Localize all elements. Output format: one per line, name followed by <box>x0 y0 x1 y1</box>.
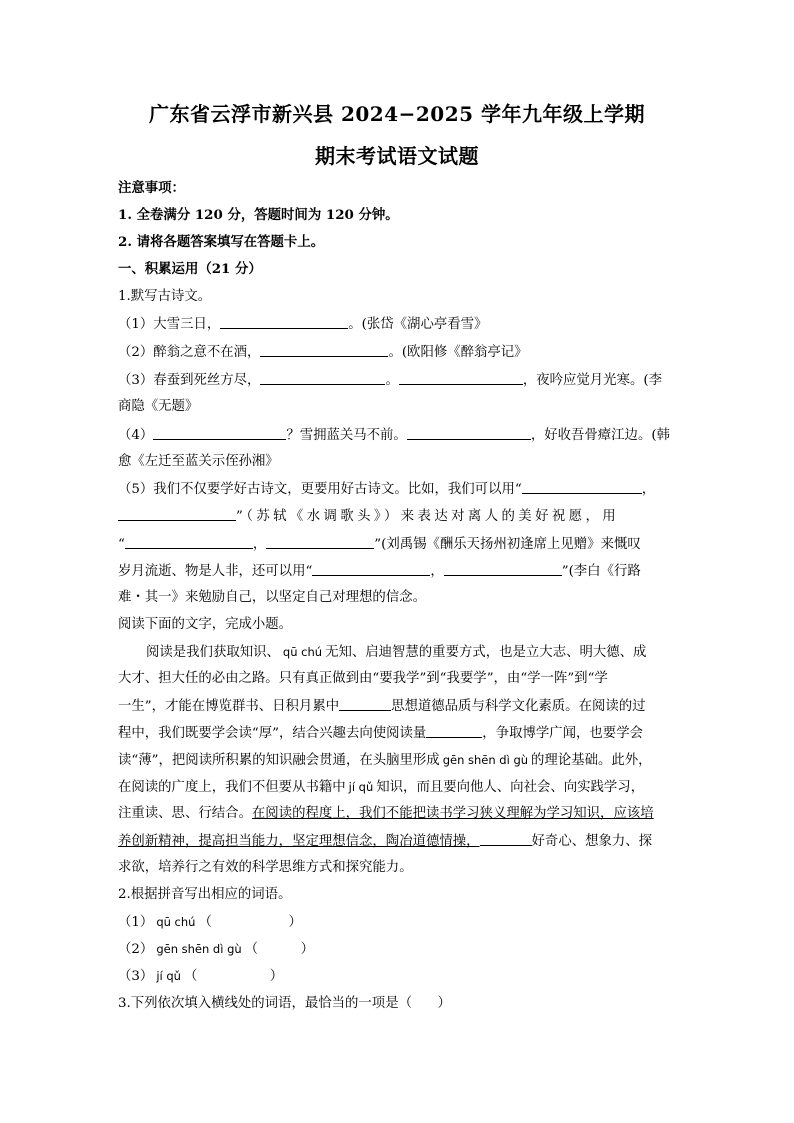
q1-item-1 <box>118 315 678 334</box>
q1-stem: 1.默写古诗文。 <box>118 289 212 304</box>
pinyin-genshendigu: gēn shēn dì gù <box>442 753 529 767</box>
q1-item-5-line2 <box>118 507 678 526</box>
q1-5-text-i: ”(李白《行路 <box>561 564 641 579</box>
answer-blank[interactable] <box>125 535 253 549</box>
q1-5-text-c: ”（苏轼《水调歌头》）来表达对离人的美好祝愿，用 <box>236 509 620 524</box>
q1-5-text-g: 岁月流逝、物是人非，还可以用“ <box>118 564 313 579</box>
q1-item-5-line5: 难・其一》来勉励自己，以坚定自己对理想的信念。 <box>118 590 426 605</box>
q2-item-number: （3） <box>118 969 154 984</box>
q1-item-3-cont: 商隐《无题》 <box>118 399 199 414</box>
q1-3-text-c: ，夜吟应觉月光寒。(李 <box>522 373 662 388</box>
reading-text: 程中，我们既要学会读“厚”，结合兴趣去向使阅读量 <box>118 726 427 741</box>
q2-item-number: （1） <box>118 915 154 930</box>
q1-4-text-b: ？雪拥蓝关马不前。 <box>286 428 407 443</box>
reading-text: ，争取博学广闻，也要学会 <box>482 726 643 741</box>
q3-stem: 3.下列依次填入横线处的词语，最恰当的一项是（ ） <box>118 996 451 1011</box>
reading-text: 一生”，才能在博览群书、日积月累中 <box>118 699 340 714</box>
q1-4-text-c: ，好收吾骨瘴江边。(韩 <box>530 428 670 443</box>
reading-intro: 阅读下面的文字，完成小题。 <box>118 617 293 632</box>
q1-item-5-line4 <box>118 562 678 581</box>
exam-title-line1: 广东省云浮市新兴县 2024−2025 学年九年级上学期 <box>148 102 645 126</box>
answer-blank[interactable] <box>312 562 430 576</box>
answer-blank[interactable] <box>444 562 562 576</box>
reading-text: 思想道德品质与科学文化素质。在阅读的过 <box>391 699 646 714</box>
answer-blank[interactable] <box>480 832 532 846</box>
q2-item-2 <box>118 940 678 959</box>
answer-blank[interactable] <box>153 426 286 440</box>
reading-text: 注重读、思、行结合。 <box>118 806 252 821</box>
notes-item-2: 2. 请将各题答案填写在答题卡上。 <box>118 234 325 250</box>
q1-3-text-b: 。 <box>385 373 399 388</box>
pinyin-genshendigu: gēn shēn dì gù <box>156 942 242 956</box>
q1-5-text-b: ， <box>641 482 656 497</box>
answer-blank[interactable] <box>260 371 385 385</box>
q2-item-1 <box>118 913 678 932</box>
reading-line-2: 大才、担大任的必由之路。只有真正做到由“要我学”到“我要学”，由“学一阵”到“学 <box>118 671 608 686</box>
q1-5-text-d: “ <box>118 537 125 552</box>
pinyin-jiqu: jí qǔ <box>156 969 181 983</box>
q1-item-3 <box>118 371 678 390</box>
section1-heading: 一、积累运用（21 分） <box>118 261 262 277</box>
reading-text: 在阅读的广度上，我们不但要从书籍中 <box>118 780 346 795</box>
reading-line-4 <box>118 724 678 743</box>
q1-5-text-a: （5）我们不仅要学好古诗文，更要用好古诗文。比如，我们可以用“ <box>118 482 522 497</box>
q1-2-text-a: （2）醉翁之意不在酒， <box>118 345 261 360</box>
q1-4-text-a: （4） <box>118 428 154 443</box>
q1-5-text-f: ”(刘禹锡《酬乐天扬州初逢席上见赠》来慨叹 <box>374 537 641 552</box>
reading-text: 知识，而且要向他人、向社会、向实践学习， <box>376 780 645 795</box>
pinyin-quchu: qū chú <box>282 645 323 659</box>
q1-item-4-cont: 愈《左迁至蓝关示侄孙湘》 <box>118 454 279 469</box>
reading-line-9: 求欲，培养行之有效的科学思维方式和探究能力。 <box>118 860 413 875</box>
reading-text: 阅读是我们获取知识、 <box>146 645 280 660</box>
underlined-sentence: 养创新精神，提高担当能力，坚定理想信念，陶冶道德情操， <box>118 834 480 849</box>
answer-blank[interactable] <box>220 315 348 329</box>
q1-2-text-b: 。(欧阳修《醉翁亭记》 <box>388 345 528 360</box>
reading-line-5 <box>118 751 678 770</box>
q1-3-text-a: （3）春蚕到死丝方尽， <box>118 373 261 388</box>
reading-text: 的理论基础。此外， <box>531 753 652 768</box>
q2-item-number: （2） <box>118 942 154 957</box>
pinyin-jiqu: jí qǔ <box>348 780 374 794</box>
answer-blank[interactable] <box>399 371 523 385</box>
reading-text: 无知、启迪智慧的重要方式，也是立大志、明大德、成 <box>325 645 647 660</box>
q1-item-4 <box>118 426 678 445</box>
answer-blank[interactable] <box>260 343 388 357</box>
q1-5-text-e: ， <box>252 537 267 552</box>
answer-blank[interactable] <box>407 426 531 440</box>
q2-item-3 <box>118 967 678 986</box>
answer-blank[interactable] <box>426 724 482 738</box>
underlined-sentence: 在阅读的程度上，我们不能把读书学习狭义理解为学习知识，应该培 <box>251 806 654 821</box>
answer-parentheses[interactable]: （ ） <box>244 942 315 957</box>
answer-blank[interactable] <box>118 507 236 521</box>
q1-item-2 <box>118 343 678 362</box>
reading-line-6 <box>118 778 678 797</box>
reading-text: 好奇心、想象力、探 <box>531 834 653 849</box>
reading-line-7 <box>118 805 678 823</box>
q2-stem: 2.根据拼音写出相应的词语。 <box>118 887 292 902</box>
notes-item-1: 1. 全卷满分 120 分，答题时间为 120 分钟。 <box>118 207 399 223</box>
q1-item-5 <box>118 480 678 499</box>
answer-blank[interactable] <box>339 697 391 711</box>
q1-5-text-h: ， <box>430 564 444 579</box>
reading-line-3 <box>118 697 678 716</box>
reading-line-8 <box>118 832 678 851</box>
notes-heading: 注意事项： <box>118 180 185 196</box>
reading-line-1 <box>146 643 678 662</box>
answer-blank[interactable] <box>522 480 642 494</box>
answer-parentheses[interactable]: （ ） <box>198 915 302 930</box>
reading-text: 读“薄”，把阅读所积累的知识融会贯通，在头脑里形成 <box>118 753 440 768</box>
exam-title-line2: 期末考试语文试题 <box>315 144 479 168</box>
q1-1-text-a: （1）大雪三日， <box>118 317 221 332</box>
pinyin-quchu: qū chú <box>156 915 196 929</box>
q1-item-5-line3 <box>118 535 678 554</box>
q1-1-text-b: 。(张岱《湖心亭看雪》 <box>348 317 488 332</box>
answer-blank[interactable] <box>266 535 374 549</box>
answer-parentheses[interactable]: （ ） <box>183 969 284 984</box>
